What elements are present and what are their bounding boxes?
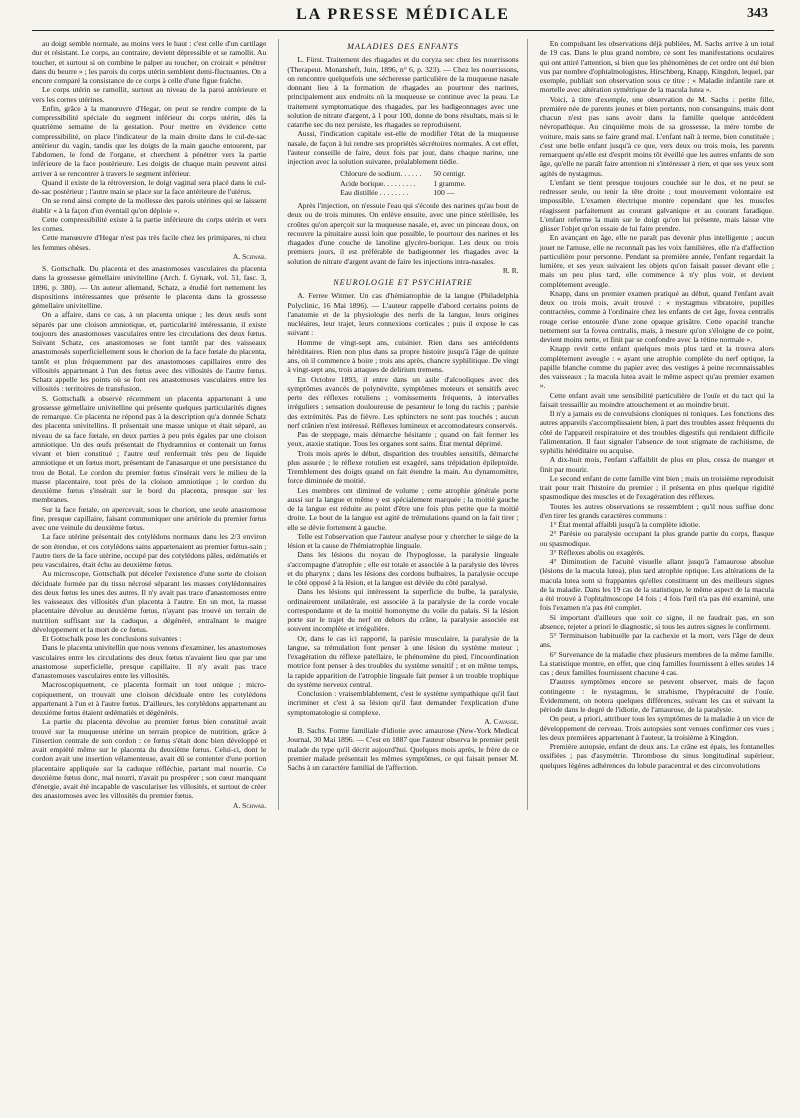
article-witmer-gait: Pas de steppage, mais démarche hésitante ; quand on fait fermer les yeux, ataxie statique. Tous les organes sont sains. État mental déprimé. [287,430,519,449]
formula-dose: 1 gramme. [433,178,466,188]
paragraph: On se rend ainsi compte de la mollesse des parois utérines qui se laissent établir « à la façon d'un éventail qu'on déploie ». [32,196,267,215]
article-furst-intro: L. Fürst. Traitement des rhagades et du coryza sec chez les nourrissons (Therapeut. Monatsheft, Juin, 1896, n° 6, p. 323). — Chez les nourrissons, on rencontre quelquefois une sécheresse particulière de la muqueuse nasale donnant lieu à la formation de rhagades au pourtour des narines, principalement aux endroits où la muqueuse se continue avec la peau. Le traitement symptomatique des rhagades, par les badigeonnages avec une solution de nitrate d'argent, à 1 pour 100, donne de bons résultats, mais si le catarrhe sec du nez persiste, les rhagades se reproduisent. [287,55,519,129]
paragraph: S. Gottschalk a observé récemment un placenta appartenant à une grossesse gémellaire univitelline qui présente quelques particularités dignes de remarque. Ce placenta ne répond pas à la description qu'a donnée Schatz des placenta univitellins. Il présentait une masse unique et était séparé, au niveau de sa face fœtale, en deux parties à peu près égales par une cloison amniotique. Un des œufs présentait de l'hydramnios et contenait un fœtus vivant et bien constitué ; l'autre œuf renfermait très peu de liquide amniotique et un fœtus mort, présentant de l'anasarque et une persistance du trou de Botal. Le cordon du premier fœtus s'insérait vers le milieu de la masse placentaire, tout près de la cloison amniotique ; le cordon du deuxième fœtus s'insérait sur le bord du placenta, presque sur les membranes. [32,393,267,505]
paragraph: L'enfant se tient presque toujours couchée sur le dos, et ne peut se redresser seule, ou tenir la tête droite ; tout mouvement volontaire est impossible. L'examen électrique montre cependant que les muscles réagissent parfaitement au courant galvanique et au courant faradique. L'enfant referme la main sur le doigt qu'on lui présente, mais laisse vite glisser l'objet qu'on essaie de lui faire prendre. [539,177,775,233]
signature-rr: R. R. [502,265,519,275]
paragraph: Cette enfant avait une sensibilité particulière de l'ouïe et du tact qui la faisait tressaillir au moindre attouchement et au moindre bruit. [539,390,775,409]
paragraph: La partie du placenta dévolue au premier fœtus bien constitué avait trouvé sur la muqueuse utérine un terrain propice de nutrition, grâce à l'insertion centrale de son cordon : ce fœtus s'était donc bien développé et avait empiété même sur le placenta du deuxième fœtus. Celui-ci, dont le cordon avait une insertion vélamenteuse, avait dû se contenter d'une portion placentaire appliquée sur la caduque réfléchie, partant mal nourrie. Ce deuxième fœtus donc, mal nourri, n'avait pu prospérer ; son cœur manquant d'énergie, avait été incapable de vasculariser les villosités, et surtout de créer des anastomoses avec les villosités du premier fœtus. [32,717,267,801]
paragraph: 5° Terminaison habituelle par la cachexie et la mort, vers l'âge de deux ans. [539,631,775,650]
formula-dose: 100 — [433,187,455,197]
paragraph: Toutes les autres observations se ressemblent ; qu'il nous suffise donc d'en tirer les grands caractères communs : [539,501,775,520]
paragraph: En compulsant les observations déjà publiées, M. Sachs arrive à un total de 19 cas. Dans le plus grand nombre, ce sont les manifestations oculaires qui ont attiré l'attention, si bien que les phénomènes de cet ordre ont été bien vus par nombre d'ophtalmologistes, Hirschberg, Knapp, Kingdon, lequel, par exemple, publiait son observation sous ce titre : « Maladie infantile rare et mortelle avec altération symétrique de la macula lutea ». [539,39,775,95]
paragraph: Il n'y a jamais eu de convulsions cloniques ni toniques. Les fonctions des autres appareils s'accomplissaient bien, à part des troubles assez fréquents du côté de l'appareil respiratoire et des troubles digestifs qui rendaient difficile l'alimentation. Il faut signaler l'absence de tout stigmate de rachitisme, de syphilis héréditaire ou acquise. [539,409,775,455]
signature-schwab: A. Schwab. [232,251,267,261]
paragraph: au doigt semble normale, au moins vers le haut : c'est celle d'un cartilage dur et résistant. Le corps, au contraire, devient dépressible et se ramollit. Au toucher, et surtout si on combine le palper au toucher, on croirait « pénétrer dans du beurre » ; les parois du corps utérin semblent demi-fluctuantes. On a encore comparé la consistance de ce corps à celle d'une figue fraîche. [32,39,267,85]
paragraph: 3° Réflexes abolis ou exagérés. [549,547,645,557]
article-columns [32,39,774,810]
paragraph: Le second enfant de cette famille vint bien ; mais un troisième reproduisit trait pour trait l'histoire du premier ; il présenta en plus quelque rigidité spasmodique des muscles et de l'exagération des réflexes. [539,473,775,502]
paragraph: Knapp, dans un premier examen pratiqué au début, quand l'enfant avait deux ou trois mois, avait trouvé : « nystagmus vibratoire, pupilles contractées, comme à l'ordinaire chez les enfants de cet âge, fovea centralis rouge cerise entourée d'une zone opaque grisâtre. Cette opacité tranche nettement sur la fovea centralis, mais, à mesure qu'on s'éloigne de ce point, devient moins nette, et finit par se confondre avec la rétine normale ». [539,288,775,344]
paragraph: On peut, a priori, attribuer tous les symptômes de la maladie à un vice de développement de cerveau. Trois autopsies sont venues confirmer ces vues ; les deux premières appartenant à l'auteur, la troisième à Kingdon. [539,714,775,742]
paragraph: Quand il existe de la rétroversion, le doigt vaginal sera placé dans le cul-de-sac postérieur ; l'autre main se place sur la face antérieure de l'utérus. [32,177,267,196]
paragraph: En avançant en âge, elle ne paraît pas devenir plus intelligente ; aucun jouet ne l'amuse, elle ne reconnaît pas les voix familières, elle n'a d'affection particulière pour personne. Pendant sa première année, l'enfant regardait la lumière, et ses yeux suivaient les objets qu'on faisait passer devant elle ; mais un peu plus tard, elle commence à n'y plus voir, et devient complètement aveugle. [539,233,775,289]
paragraph: Voici, à titre d'exemple, une observation de M. Sachs : petite fille, première née de parents jeunes et bien portants, non consanguins, mais dont chacun n'est pas sans avoir dans la famille quelque antécédent névropathique. Au cinquième mois de sa grossesse, la mère tombe de voiture, mais sans se faire grand mal. L'enfant naît à terme, bien constituée ; c'est une belle enfant jusqu'à ce que, vers deux ou trois mois, les parents remarquent qu'elle est d'esprit moins tôt éveillé que les autres enfants de son âge, qu'elle ne paraît faire attention ni s'intéresser à rien, et que ses yeux sont agités de nystagmus. [539,94,775,178]
article-witmer-discussion: Or, dans le cas ici rapporté, la parésie musculaire, la paralysie de la langue, sa trémulation font penser à une lésion du système moteur ; l'exagération du réflexe patellaire, le phénomène du pied, l'incoordination motrice font penser à des troubles du système sensitif ; et en même temps, la rapide apparition de l'atrophie linguale fait penser à un trouble trophique du système nerveux central. [287,633,519,689]
paragraph: S. Gottschalk. Du placenta et des anastomoses vasculaires du placenta dans la grossesse gémellaire univitelline (Arch. f. Gynæk, vol. 51, fasc. 3, 1896, p. 380). — Un auteur allemand, Schatz, a étudié fort nettement les dispositions intéressantes que présente le placenta dans la grossesse gémellaire univitelline. [32,264,267,310]
paragraph: Et Gottschalk pose les conclusions suivantes : [42,634,182,643]
article-witmer-hypoglossal: Dans les lésions du noyau de l'hypoglosse, la paralysie linguale s'accompagne d'atrophie ; elle est totale et associée à la paralysie des lèvres et du pharynx ; dans les lésions des cordons bulbaires, la paralysie occupe le côté opposé à la lésion, et la langue est déviée du côté paralysé. [287,550,519,587]
paragraph: 2° Parésie ou paralysie occupant la plus grande partie du corps, flasque ou spasmodique. [539,529,775,548]
article-witmer-case: Homme de vingt-sept ans, cuisinier. Rien dans ses antécédents héréditaires. Rien non plus dans sa propre histoire jusqu'à l'âge de quinze ans, où il commence à boire ; trois ans après, chancre syphilitique. De vingt à vingt-sept ans, trois attaques de delirium tremens. [287,337,519,375]
paragraph: La face utérine présentait des cotylédons normaux dans les 2/3 environ de son étendue, et ces cotylédons sains appartenaient au premier fœtus-sain ; l'autre tiers de la face utérine, occupé par des cotylédons pâles, œdématiés et peu vasculaires, était échu au deuxième fœtus. [32,532,267,569]
paragraph: Première autopsie, enfant de deux ans. Le crâne est épais, les fontanelles ossifiées ; pas d'asymétrie. Thrombose du sinus longitudinal supérieur, quelques légères adhérences du lobule paracentral et des circonvolutions [539,742,775,770]
article-furst-procedure: Après l'injection, on n'essuie l'eau qui s'écoule des narines qu'au bout de deux ou de trois minutes. On enlève ensuite, avec une pince stérilisée, les croûtes qu'on aperçoit sur la muqueuse nasale, et, avec un pinceau doux, on recouvre la pituitaire aussi loin que possible, le pourtour des narines et les rhagades d'une couche de lanoline glycéro-borique. Les deux ou trois premiers jours, il est préférable de badigeonner les rhagades avec la solution de nitrate d'argent avant de faire les injections intra-nasales. [287,201,519,266]
paragraph: Au microscope, Gottschalk put déceler l'existence d'une sorte de cloison décidualе formée par du tissu nécrosé séparant les masses cotylédonnaires des deux fœtus les unes des autres. Il n'y avait pas trace d'anastomoses entre les vaisseaux des villosités d'un placenta à l'autre. En un mot, la masse placentaire dévolue au deuxième fœtus, n'ayant pas trouvé un terrain de nutrition suffisant sur la caduque, a dégénéré, entraînant le maigre développement et la mort de ce fœtus. [32,569,267,634]
paragraph: D'autres symptômes encore se peuvent observer, mais de façon contingente : le nystagmus, le strabisme, l'hypéracuité de l'ouïe. Évidemment, on notera quelques différences, suivant les cas et suivant la période dans le degré de l'idiotie, de l'amaurose, de la paralysie. [539,677,775,714]
signature-cavasse: A. Cavasse. [484,716,519,726]
article-witmer-polyneuritis: En Octobre 1893, il entre dans un asile d'alcooliques avec des symptômes avancés de polynévrite, symptômes moteurs et sensitifs avec perte des réflexes rotuliens ; vomissements fréquents, à intervalles irréguliers ; sensation douloureuse de pesanteur le long du rachis ; parésie des extrémités. Pas de fièvre. Les sphincters ne sont pas touchés ; aucun nerf crânien n'est intéressé. Réflexes lumineux et accomodateurs conservés. [287,374,519,430]
paragraph: On a affaire, dans ce cas, à un placenta unique ; les deux œufs sont séparés par une cloison amniotique, et, particularité intéressante, il existe toujours des anastomoses vasculaires entre les circulations des deux fœtus. Suivant Schatz, ces anastomoses se font tantôt par des vaisseaux anastomosés superficiellement sous le chorion de la face fœtale du placenta, tantôt et plus fréquemment par des anastomoses capillaires entre des villosités appartenant à l'un des fœtus avec des villosités de l'autre fœtus. Schatz appelle les points où se font ces anastomoses vasculaires entre les villosités : territoires de transfusion. [32,310,267,394]
article-witmer-evolution: Trois mois après le début, disparition des troubles sensitifs, démarche plus assurée ; le réflexe rotulien est exagéré, sans trépidation épileptoïde. Tremblement des doigts quand on fait étendre la main. Au dynamomètre, force diminuée de moitié. [287,448,519,486]
column-right [540,39,774,810]
paragraph: 4° Diminution de l'acuité visuelle allant jusqu'à l'amaurose absolue (lésions de la macula lutea), plus tard atrophie optique. Les altérations de la macula lutea sont si frappantes qu'elles constituent un des meilleurs signes de la maladie. Dans les 19 cas de la statistique, le même aspect de la macula a été trouvé à l'ophtalmoscope 14 fois ; 4 fois l'œil n'a pas été examiné, une fois l'examen n'a pas été complet. [539,557,775,613]
formula-ingredient: Chlorure de sodium. . . . . . [340,169,422,179]
paragraph: 1° État mental affaibli jusqu'à la complète idiotie. [549,520,701,529]
paragraph: Si important d'ailleurs que soit ce signe, il ne faudrait pas, en son absence, rejeter a priori le diagnostic, si tous les autres signes le confirment. [539,612,775,631]
signature-schwab: A. Schwab. [232,800,267,810]
paragraph: Sur la face fœtale, on apercevait, sous le chorion, une seule anastomose fine, presque capillaire, faisant communiquer une artériole du premier fœtus avec une veinule du deuxième fœtus. [32,504,267,532]
prescription-formula [334,169,472,197]
column-middle [278,39,527,810]
formula-row [334,188,472,197]
article-witmer-bulbar: Dans les lésions qui intéressent la superficie du bulbe, la paralysie, ordinairement unilatérale, est associée à la paralysie de la corde vocale correspondante et de la moitié homonyme du voile du palais. Si la lésion porte sur le trajet du nerf en dehors du crâne, la paralysie associée est souvent incomplète et irrégulière. [287,587,519,634]
article-furst-indication: Aussi, l'indication capitale est-elle de modifier l'état de la muqueuse nasale, de façon à lui rendre ses propriétés sécrétoires normales. A cet effet, l'auteur conseille de faire, deux fois par jour, dans chaque narine, une injection avec la solution suivante, préalablement tiédie. [287,129,519,166]
article-witmer-intro: A. Ferree Witmer. Un cas d'hémiatrophie de la langue (Philadelphia Polyclinic, 16 Mai 1896). — L'auteur rappelle d'abord certains points de l'anatomie et de la physiologie des nerfs de la langue, leurs origines nucléaires, leur trajet, leurs connexions corticales ; puis il expose le cas suivant : [287,291,519,338]
article-sachs-intro: B. Sachs. Forme familiale d'idiotie avec amaurose (New-York Medical Journal, 30 Mai 1896. — C'est en 1887 que l'auteur observa le premier petit malade du type qu'il décrit aujourd'hui. Quelques mois après, le frère de ce premier malade présentait les mêmes symptômes, ce qui faisait penser M. Sachs à un caractère familial de l'affection. [287,726,519,772]
formula-ingredient: Acide borique. . . . . . . . . [340,178,416,188]
column-left [32,39,266,810]
paragraph: A dix-huit mois, l'enfant s'affaiblit de plus en plus, cessa de manger et finit par mourir. [539,455,775,474]
paragraph: Dans le placenta univitellin que nous venons d'examiner, les anastomoses vasculaires entre les circulations des deux fœtus n'avaient lieu que par une anastomose superficielle, presque capillaire. Il n'y avait pas trace d'anastomoses vasculaires entre les villosités. [32,643,267,680]
formula-row [334,179,472,188]
section-heading-maladies-enfants: MALADIES DES ENFANTS [347,42,459,51]
article-witmer-atrophy: Les membres ont diminué de volume ; cette atrophie générale porte aussi sur la langue et même y est spécialement marquée ; la moitié gauche de la langue est réduite au point d'être une fois plus petite que la moitié droite. Le bout de la langue est agité de trémulations quand on la fait tirer ; elle se dévie fortement à gauche. [287,485,519,532]
journal-title: LA PRESSE MÉDICALE [296,6,510,23]
paragraph: Enfin, grâce à la manœuvre d'Hegar, on peut se rendre compte de la compressibilité spéciale du segment inférieur du corps utérin, dès la quatrième semaine de la gestation. Pour mettre en évidence cette compressibilité, on place l'indicateur de la main droite dans le cul-de-sac antérieur du vagin, tandis que les doigts de la main gauche entourent, par l'abdomen, le fond de l'organe, et cherchent à pénétrer vers la partie inférieure de la face postérieure. Les doigts de chaque main peuvent ainsi arriver à se rencontrer à travers le segment inférieur. [32,103,267,178]
paragraph: Cette compressibilité existe à la partie inférieure du corps utérin et vers les cornes. [32,214,267,233]
article-witmer-analysis: Telle est l'observation que l'auteur analyse pour y chercher le siège de la lésion et la cause de l'hémiatrophie linguale. [287,531,519,550]
formula-dose: 50 centigr. [433,169,466,179]
page-number: 343 [747,6,768,21]
formula-ingredient: Eau distillée . . . . . . . . [340,187,409,197]
paragraph: Knapp revit cette enfant quelques mois plus tard et la trouva alors complètement aveugle : « ayant une atrophie complète du nerf optique, la papille blanche comme du papier avec des vestiges à peine reconnaissables des vaisseaux ; la macula lutea avait le même aspect qu'au premier examen ». [539,344,775,391]
formula-row [334,169,472,178]
paragraph: Macroscopiquement, ce placenta formait un tout unique ; micro-copiquement, on trouvait une cloison déciduale entre les cotylédons appartenant à l'un et à l'autre fœtus. D'ailleurs, les cotylédons appartenant au deuxième fœtus étaient œdématiés et dégénérés. [32,680,267,717]
paragraph: 6° Survenance de la maladie chez plusieurs membres de la même famille. La statistique montre, en effet, que cinq familles fournissent à elles seules 14 cas ; deux familles fournissent chacune 4 cas. [539,649,775,677]
paragraph: Cette manœuvre d'Hegar n'est pas très facile chez les primipares, ni chez les femmes obèses. [32,233,267,252]
paragraph: Le corps utérin se ramollit, surtout au niveau de la paroi antérieure et vers les cornes utérines. [32,85,267,104]
section-heading-neurologie: NEUROLOGIE ET PSYCHIATRIE [333,278,473,287]
article-witmer-conclusion: Conclusion : vraisemblablement, c'est le système sympathique qu'il faut incriminer et c'est à sa lésion qu'il faut demander l'explication d'une symptomatologie si complexe. [287,689,519,717]
page-header [32,0,774,31]
